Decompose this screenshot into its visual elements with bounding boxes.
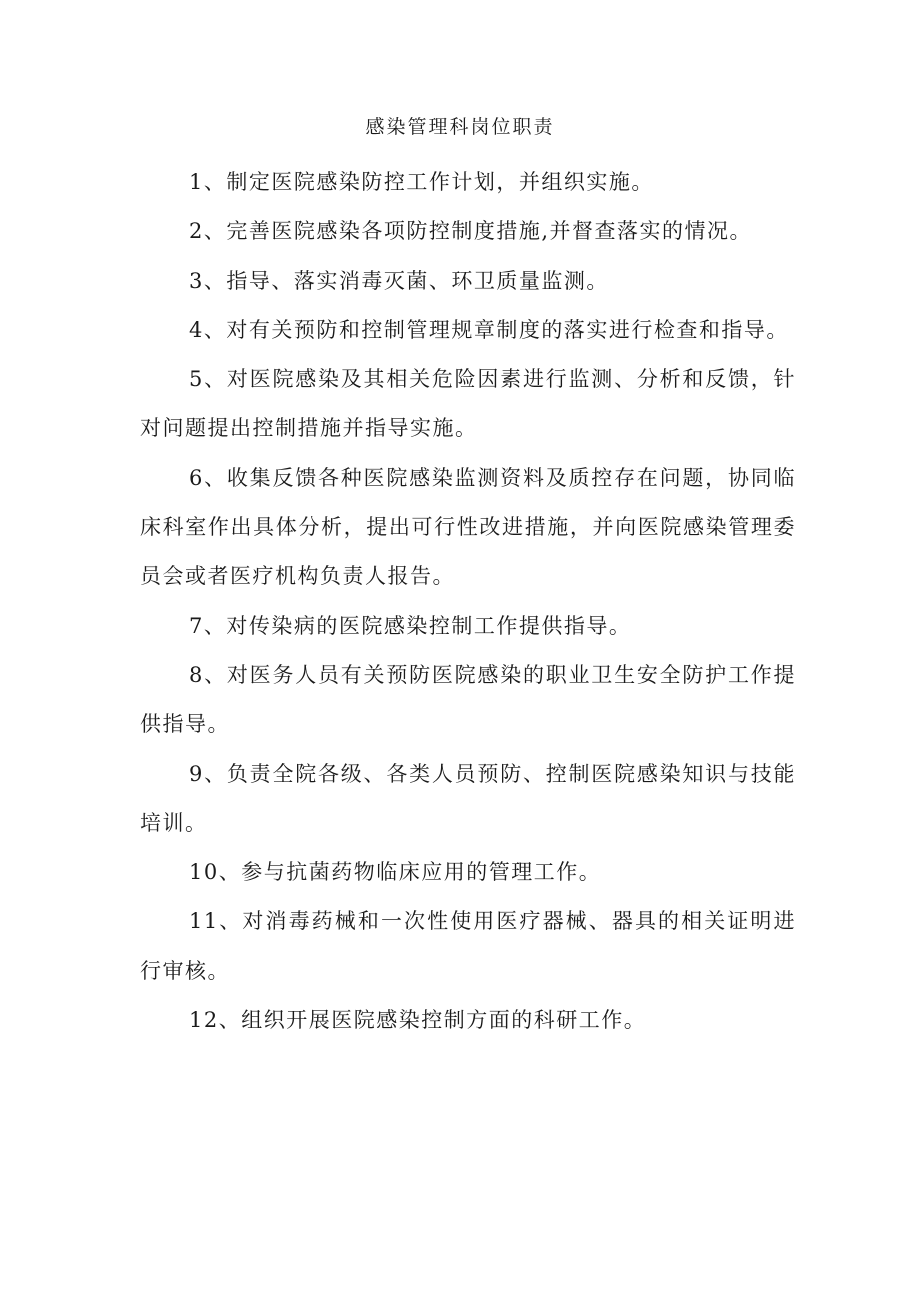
duty-item-9: 9、负责全院各级、各类人员预防、控制医院感染知识与技能培训。	[140, 761, 796, 835]
duty-item-2: 2、完善医院感染各项防控制度措施,并督查落实的情况。	[189, 219, 753, 244]
duty-list	[140, 158, 796, 1045]
duty-item-6: 6、收集反馈各种医院感染监测资料及质控存在问题，协同临床科室作出具体分析，提出可行性改进措施，并向医院感染管理委员会或者医疗机构负责人报告。	[140, 465, 796, 589]
duty-item-10: 10、参与抗菌药物临床应用的管理工作。	[189, 860, 602, 885]
duty-item-7: 7、对传染病的医院感染控制工作提供指导。	[189, 613, 632, 638]
duty-item-1: 1、制定医院感染防控工作计划，并组织实施。	[189, 170, 654, 194]
duty-item-12: 12、组织开展医院感染控制方面的科研工作。	[189, 1008, 647, 1033]
duty-item-11: 11、对消毒药械和一次性使用医疗器械、器具的相关证明进行审核。	[140, 909, 796, 983]
duty-item-3: 3、指导、落实消毒灭菌、环卫质量监测。	[189, 268, 609, 293]
duty-item-8: 8、对医务人员有关预防医院感染的职业卫生安全防护工作提供指导。	[140, 662, 796, 737]
duty-item-5: 5、对医院感染及其相关危险因素进行监测、分析和反馈，针对问题提出控制措施并指导实施。	[140, 367, 796, 441]
document-title: 感染管理科岗位职责	[365, 116, 555, 138]
duty-item-4: 4、对有关预防和控制管理规章制度的落实进行检查和指导。	[189, 317, 789, 342]
